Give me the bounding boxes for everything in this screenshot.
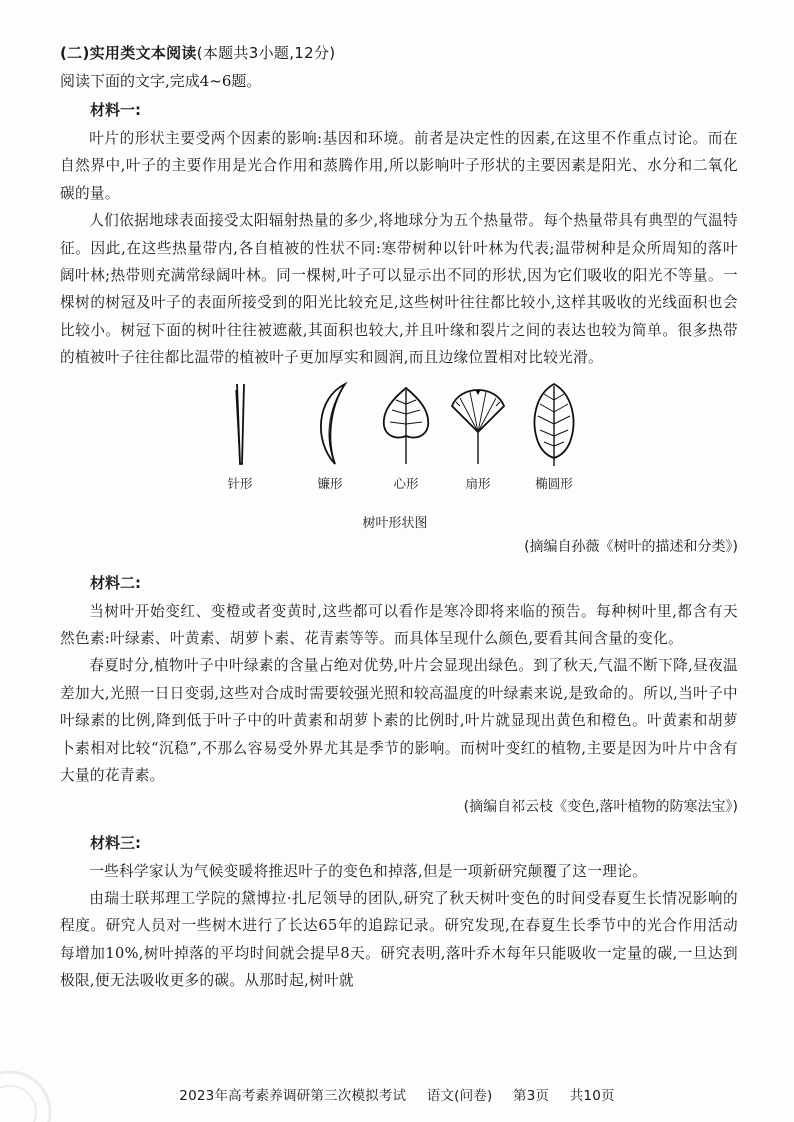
material1-label: 材料一: [90,101,141,119]
material3-paragraph-1: 一些科学家认为气候变暖将推迟叶子的变色和掉落,但是一项新研究颠覆了这一理论。 [89,862,648,880]
sickle-leaf [290,380,370,504]
page-content [60,38,738,995]
needle-leaf-label: 针形 [227,475,253,491]
material3-label: 材料三: [90,833,141,852]
section-score-note: (本题共3小题,12分) [196,44,336,62]
section-title: (二)实用类文本阅读 [60,44,197,62]
fan-leaf [438,380,518,504]
fan-leaf-label: 扇形 [465,475,491,491]
leaf-shape-figure [60,380,738,531]
sickle-leaf-icon [305,380,355,468]
material2-source: (摘编自祁云枝《变色,落叶植物的防寒法宝》) [463,798,738,815]
heart-leaf-label: 心形 [393,475,419,491]
heart-leaf [366,380,446,504]
elliptic-leaf-icon [524,380,584,468]
material2-label: 材料二: [90,573,141,592]
corner-watermark-icon [0,1052,70,1122]
material2-paragraph-1: 当树叶开始变红、变橙或者变黄时,这些都可以看作是寒冷即将来临的预告。每种树叶里,都含有天然色素:叶绿素、叶黄素、胡萝卜素、花青素等等。而具体呈现什么颜色,要看其间含量的变化。 [60,602,738,648]
elliptic-leaf-label: 椭圆形 [535,475,573,491]
needle-leaf [200,380,280,504]
material3-paragraph-2: 由瑞士联邦理工学院的黛博拉·扎尼领导的团队,研究了秋天树叶变色的时间受春夏生长情况影响的程度。研究人员对一些树木进行了长达65年的追踪记录。研究发现,在春夏生长季节中的光合作用活动每增加10%,树叶掉落的平均时间就会提早8天。研究表明,落叶乔木每年只能吸收一定量的碳,一旦达到极限,便无法吸收更多的碳。从那时起,树叶就 [60,889,738,990]
exam-subject: 语文(问卷) [426,1088,493,1104]
material1-paragraph-2: 人们依据地球表面接受太阳辐射热量的多少,将地球分为五个热量带。每个热量带具有典型的气温特征。因此,在这些热量带内,各自植被的性状不同:寒带树种以针叶林为代表;温带树种是众所周知的落叶阔叶林;热带则充满常绿阔叶林。同一棵树,叶子可以显示出不同的形状,因为它们吸收的阳光不等量。一棵树的树冠及叶子的表面所接受到的阳光比较充足,这些树叶往往都比较小,这样其吸收的光线面积也会比较小。树冠下面的树叶往往被遮蔽,其面积也较大,并且叶缘和裂片之间的表达也较为简单。很多热带的植被叶子往往都比温带的植被叶子更加厚实和圆润,而且边缘位置相对比较光滑。 [60,212,738,367]
material1-source: (摘编自孙薇《树叶的描述和分类》) [524,538,738,555]
page-number: 第3页 [513,1088,550,1104]
page-total: 共10页 [569,1088,615,1104]
material2-paragraph-2: 春夏时分,植物叶子中叶绿素的含量占绝对优势,叶片会显现出绿色。到了秋天,气温不断下降,昼夜温差加大,光照一日日变弱,这些对合成时需要较强光照和较高温度的叶绿素来说,是致命的。所以,当叶子中叶绿素的比例,降到低于叶子中的叶黄素和胡萝卜素的比例时,叶片就显现出黄色和橙色。叶黄素和胡萝卜素相对比较“沉稳”,不那么容易受外界尤其是季节的影响。而树叶变红的植物,主要是因为叶片中含有大量的花青素。 [60,657,738,785]
exam-title: 2023年高考素养调研第三次模拟考试 [179,1088,407,1104]
page-footer [0,1084,794,1104]
elliptic-leaf [514,380,594,504]
needle-leaf-icon [220,380,260,468]
figure-caption: 树叶形状图 [362,515,428,531]
section-heading [60,38,738,68]
sickle-leaf-label: 镰形 [317,475,343,491]
heart-leaf-icon [378,380,434,468]
fan-leaf-icon [446,380,510,468]
material1-paragraph-1: 叶片的形状主要受两个因素的影响:基因和环境。前者是决定性的因素,在这里不作重点讨论。而在自然界中,叶子的主要作用是光合作用和蒸腾作用,所以影响叶子形状的主要因素是阳光、水分和二氧化碳的量。 [60,130,738,202]
reading-instruction: 阅读下面的文字,完成4~6题。 [60,72,262,90]
